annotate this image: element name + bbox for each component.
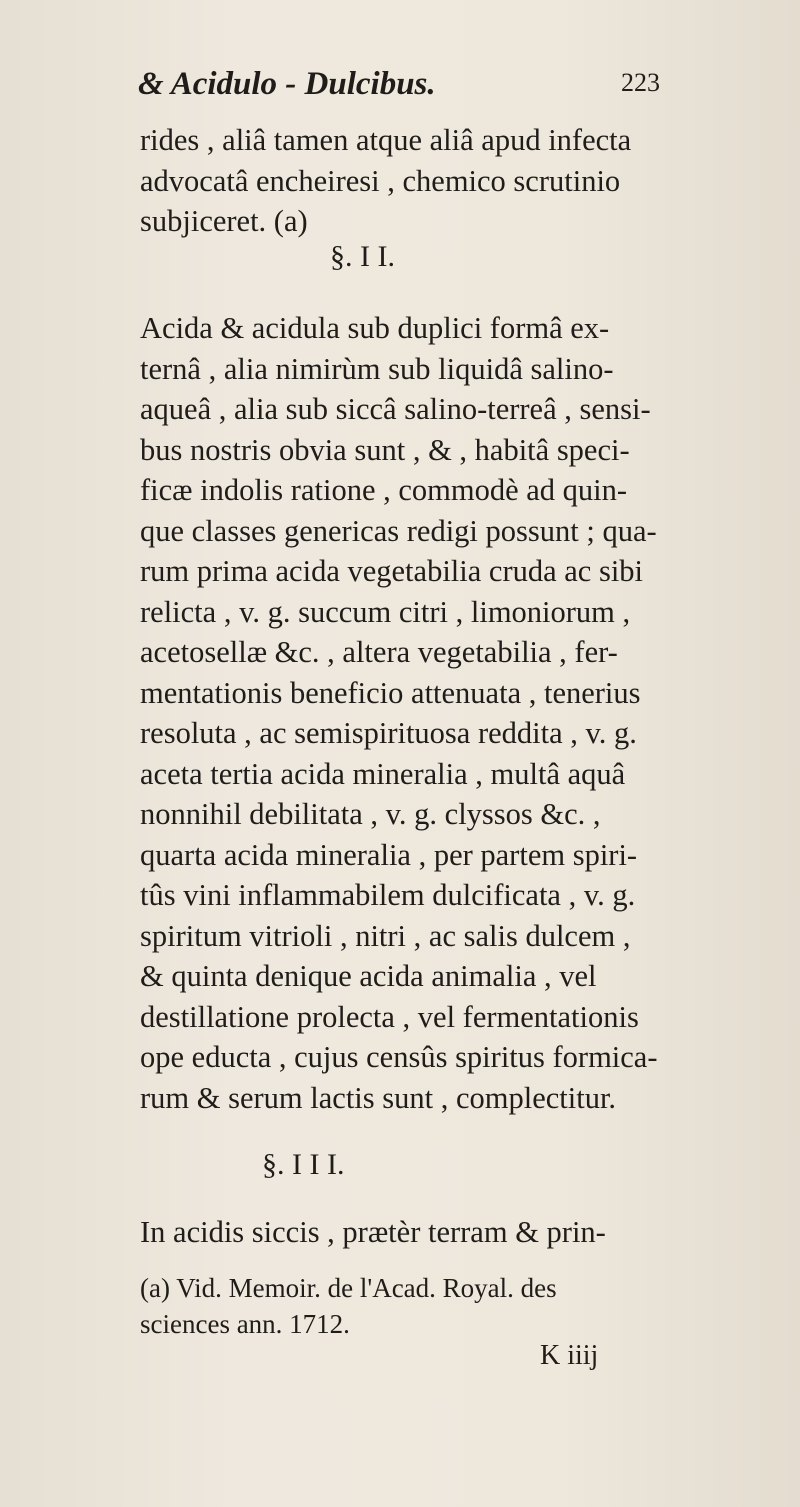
text-line: tûs vini inflammabilem dulcificata , v. g. xyxy=(140,878,636,912)
text-line: ternâ , alia nimirùm sub liquidâ salino- xyxy=(140,351,614,386)
footnote xyxy=(140,1270,557,1342)
text-line: rum prima acida vegetabilia cruda ac sibi xyxy=(140,554,644,588)
section-heading-2: §. I I. xyxy=(330,240,395,273)
text-line: ficæ indolis ratione , commodè ad quin- xyxy=(140,473,628,507)
text-line: subjiceret. (a) xyxy=(140,204,308,238)
text-line: acetosellæ &c. , altera vegetabilia , fer- xyxy=(140,635,618,669)
text-line: nonnihil debilitata , v. g. clyssos &c. , xyxy=(140,797,601,831)
signature-mark: K iiij xyxy=(540,1340,599,1371)
text-line: rides , aliâ tamen atque aliâ apud infecta xyxy=(140,123,632,157)
text-line: Acida & acidula sub duplici formâ ex- xyxy=(140,311,610,345)
footnote-line: sciences ann. 1712. xyxy=(140,1309,350,1339)
text-line: ope educta , cujus censûs spiritus formica- xyxy=(140,1040,658,1074)
text-line: spiritum vitrioli , nitri , ac salis dulcem , xyxy=(140,918,631,953)
text-line: aqueâ , alia sub siccâ salino-terreâ , sensi- xyxy=(140,392,651,426)
text-line: relicta , v. g. succum citri , limoniorum , xyxy=(140,594,631,629)
running-header xyxy=(120,66,660,106)
paragraph-1 xyxy=(140,120,660,242)
text-line: que classes genericas redigi possunt ; qua- xyxy=(140,513,657,548)
paragraph-3 xyxy=(140,1212,660,1253)
text-line: advocatâ encheiresi , chemico scrutinio xyxy=(140,163,621,198)
text-line: aceta tertia acida mineralia , multâ aquâ xyxy=(140,756,626,791)
running-title: & Acidulo - Dulcibus. xyxy=(138,66,436,102)
text-line: In acidis siccis , prætèr terram & prin- xyxy=(140,1215,606,1249)
section-heading-3: §. I I I. xyxy=(262,1148,345,1181)
text-line: bus nostris obvia sunt , & , habitâ speci- xyxy=(140,432,630,467)
text-line: rum & serum lactis sunt , complectitur. xyxy=(140,1080,617,1115)
text-line: destillatione prolecta , vel fermentationis xyxy=(140,999,639,1034)
text-line: quarta acida mineralia , per partem spiri- xyxy=(140,837,638,872)
footnote-line: (a) Vid. Memoir. de l'Acad. Royal. des xyxy=(140,1273,557,1303)
text-line: resoluta , ac semispirituosa reddita , v. g. xyxy=(140,716,637,750)
text-line: & quinta denique acida animalia , vel xyxy=(140,959,597,993)
page-number: 223 xyxy=(621,68,660,97)
paragraph-2 xyxy=(140,308,660,1118)
text-line: mentationis beneficio attenuata , tenerius xyxy=(140,675,641,710)
